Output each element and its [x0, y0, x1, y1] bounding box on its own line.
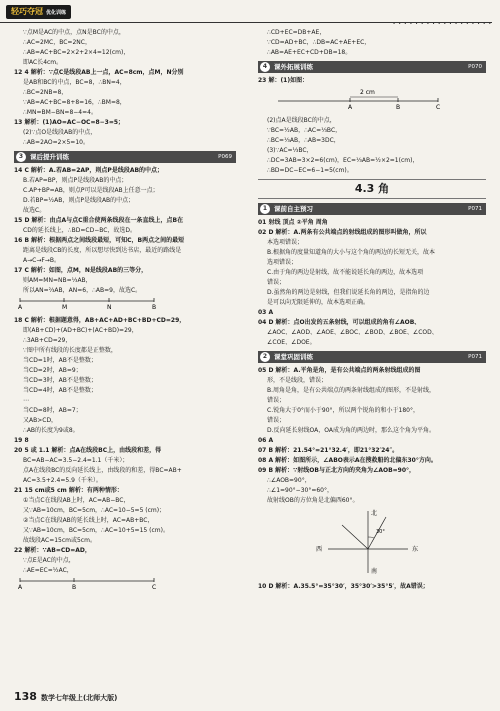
- text-line: 23 解：(1)如图：: [258, 77, 309, 84]
- east-label: 东: [412, 546, 419, 553]
- text-line: 本选项错误；: [267, 239, 304, 246]
- text-line: 故选C。: [23, 207, 46, 214]
- text-line: 当CD=1时，AB不是整数；: [23, 357, 97, 364]
- header-rule: [0, 22, 492, 23]
- text-line: 17 C 解析：如图，点M，N是线段AB的三等分，: [14, 267, 148, 274]
- left-top-answers: [14, 28, 236, 148]
- text-line: ②当点C在线段AB的延长线上时，AC=AB+BC，: [23, 517, 154, 524]
- text-line: B.周角是角，是有公共端点的两条射线组成的图形，不是射线，: [267, 387, 436, 394]
- text-line: ∵BC=½AB，∴AC=⅓BC，: [267, 127, 342, 134]
- section-banner-after-class: 3 课后提升训练 P069: [14, 151, 236, 163]
- text-line: C.由于角的两边是射线，故不能说延长角的两边，故本选项: [267, 269, 424, 276]
- text-line: 14 C 解析：A.若AB=2AP，则点P是线段AB的中点；: [14, 167, 164, 174]
- text-line: ∴CD+EC=DB+AE，: [267, 29, 326, 36]
- point-label: A: [18, 304, 23, 311]
- text-line: 01 射线 顶点 ②平角 周角: [258, 219, 328, 226]
- text-line: 03 A: [258, 309, 274, 316]
- text-line: C.锐角大于0°而小于90°，所以两个锐角的和小于180°，: [267, 407, 420, 414]
- text-line: 08 A 解析：如图所示，∠ABO表示A在搜救船的北偏东30°方向。: [258, 457, 437, 464]
- right-block-preview: [258, 218, 486, 348]
- book-title: 数学七年级上(北师大版): [40, 694, 118, 702]
- text-line: D.若BP=½AB，则点P是线段AB的中点；: [23, 197, 135, 204]
- text-line: 距离是线段CB的长度，所以想尽快到达书店，最近的路线是: [23, 247, 182, 254]
- text-line: 当CD=4时，AB不是整数；: [23, 387, 97, 394]
- text-line: 又∵AB=10cm，BC=5cm，∴AC=10−5=5 (cm)；: [23, 507, 166, 514]
- text-line: 07 B 解析：21.54°=21°32.4′，即21°32′24″。: [258, 447, 399, 454]
- question-23: [258, 76, 486, 86]
- text-line: 12 4 解析：∵点C是线段AB上一点，AC=8cm，点M，N分别: [14, 69, 184, 76]
- north-label: 北: [371, 510, 378, 517]
- text-line: ∴AB的长度为9或8。: [23, 427, 79, 434]
- section-banner-preview: 1 课前自主预习 P071: [258, 203, 486, 215]
- text-line: ∵图中所有线段的长度都是正整数，: [23, 347, 117, 354]
- text-line: 又∵AB=10cm，BC=5cm，∴AC=10+5=15 (cm)。: [23, 527, 169, 534]
- text-line: 20 5 或 1.1 解析：点A在线段BC上，由线段和差，得: [14, 447, 162, 454]
- text-line: ∴AB=2AO=2×5=10。: [23, 139, 89, 146]
- angle-label: 30°: [376, 529, 385, 535]
- text-line: ∵点E是AC的中点，: [23, 557, 75, 564]
- point-label: A: [348, 104, 353, 111]
- text-line: 21 15 cm或5 cm 解析：有两种情形：: [14, 487, 123, 494]
- section-banner-consolidate: 2 课堂巩固训练 P071: [258, 351, 486, 363]
- text-line: ∴AC=2MC，BC=2NC，: [23, 39, 91, 46]
- text-line: 则AM=MN=NB=⅓AB，: [23, 277, 92, 284]
- text-line: (2)∵点O是线段AB的中点，: [23, 129, 97, 136]
- header-dots: • • • • • • • • • • • • • • • • • •: [392, 21, 492, 26]
- text-line: D.反向延长射线OA，OA成为角的两边时，那么这个角为平角。: [267, 427, 435, 434]
- page-header: [0, 0, 500, 24]
- brand-logo: 轻巧夺冠 优化训练: [6, 5, 71, 19]
- south-label: 南: [371, 568, 378, 575]
- segment-figure-amnb: [14, 297, 164, 311]
- text-line: ⋯: [23, 397, 29, 404]
- text-line: ∴BD=DC−EC=6−1=5(cm)。: [267, 167, 353, 174]
- text-line: 06 A: [258, 437, 274, 444]
- text-line: B.若AP=BP，则点P是线段AB的中点；: [23, 177, 128, 184]
- right-block-consolidate: [258, 366, 486, 506]
- text-line: 即AC长4cm。: [23, 59, 63, 66]
- text-line: AC=3.5+2.4=5.9（千米）。: [23, 477, 102, 484]
- page-number: 138: [14, 690, 37, 703]
- text-line: ∴BC=2NB=8，: [23, 89, 68, 96]
- text-line: 故线段AC=15cm或5cm。: [23, 537, 96, 544]
- text-line: 错误；: [267, 417, 286, 424]
- text-line: 即(AB+CD)+(AD+BC)+(AC+BD)=29，: [23, 327, 138, 334]
- left-block-1: [14, 166, 236, 296]
- page-footer: [14, 690, 117, 704]
- text-line: ∴AE=EC=½AC，: [23, 567, 73, 574]
- text-line: ①当点C在线段AB上时，AC=AB−BC，: [23, 497, 130, 504]
- point-label: A: [18, 584, 23, 591]
- text-line: 错误；: [267, 397, 286, 404]
- text-line: 09 B 解析：∵射线OB与正北方向的夹角为∠AOB=90°，: [258, 467, 416, 474]
- text-line: 10 D 解析：A.35.5°=35°30′，35°30′>35°5′，故A错误；: [258, 583, 429, 590]
- text-line: 又AB>CD，: [23, 417, 58, 424]
- length-label: 2 cm: [360, 89, 375, 96]
- text-line: C.AP+BP=AB，则点P可以是线段AB上任意一点；: [23, 187, 159, 194]
- text-line: BC=AB−AC=3.5−2.4=1.1（千米）；: [23, 457, 129, 464]
- text-line: 18 C 解析：根据题意得，AB+AC+AD+BC+BD+CD=29，: [14, 317, 186, 324]
- text-line: 选项错误；: [267, 259, 298, 266]
- text-line: 是AB和BC的中点，BC=8，∴BN=4，: [23, 79, 126, 86]
- point-label: B: [152, 304, 157, 311]
- segment-figure-2cm: [258, 87, 458, 111]
- compass-figure: [258, 507, 458, 577]
- text-line: 当CD=3时，AB不是整数；: [23, 377, 97, 384]
- section-title: 4.3 角: [258, 179, 486, 199]
- text-line: 是可以向无限延伸的，故本选项正确。: [267, 299, 370, 306]
- right-block-tail: [258, 582, 486, 592]
- text-line: 所以AN=⅔AB，AN=6，∴AB=9，故选C。: [23, 287, 142, 294]
- text-line: 05 D 解析：A.平角是角，是有公共端点的两条射线组成的图: [258, 367, 421, 374]
- text-line: A→C→F→B。: [23, 257, 60, 264]
- text-line: D.虽然角的两边是射线，但我们说延长角的两边，是指角的边: [267, 289, 430, 296]
- right-top-answers: [258, 28, 486, 58]
- text-line: B.根据角的度量知道角的大小与这个角的两边的长短无关，故本: [267, 249, 436, 256]
- text-line: (3)∵AC=⅓BC，: [267, 147, 313, 154]
- text-line: ∴∠AOB=90°，: [267, 477, 311, 484]
- segment-figure-abc: [14, 577, 164, 591]
- left-column: [14, 28, 236, 596]
- west-label: 西: [316, 546, 323, 553]
- text-line: 点A在线段BC的反向延长线上，由线段的和差，得BC=AB+: [23, 467, 182, 474]
- text-line: 故射线OB的方位角是北偏西60°。: [267, 497, 359, 504]
- text-line: ∴MN=BM−BN=8−4=4。: [23, 109, 97, 116]
- point-label: C: [152, 584, 157, 591]
- point-label: C: [436, 104, 441, 111]
- text-line: 13 解析：(1)AO=AC−OC=8−3=5；: [14, 119, 125, 126]
- text-line: 16 B 解析：根据两点之间线段最短，可知C，B两点之间的最短: [14, 237, 185, 244]
- point-label: N: [107, 304, 112, 311]
- text-line: ∵CD=AD+BC，∴DB=AC+AE+EC，: [267, 39, 371, 46]
- text-line: 形，不是线段，错误；: [267, 377, 328, 384]
- text-line: 当CD=8时，AB=7；: [23, 407, 82, 414]
- text-line: ∵AB=AC+BC=8+8=16，∴BM=8，: [23, 99, 126, 106]
- text-line: 错误；: [267, 279, 286, 286]
- question-23-continued: [258, 116, 486, 176]
- text-line: ∵点M是AC的中点，点N是BC的中点，: [23, 29, 125, 36]
- text-line: ∠AOC、∠AOD、∠AOE、∠BOC、∠BOD、∠BOE、∠COD、: [267, 329, 438, 336]
- point-label: B: [72, 584, 77, 591]
- point-label: B: [396, 104, 401, 111]
- text-line: ∴BC=⅓AB，∴AB=3DC，: [267, 137, 340, 144]
- text-line: 19 8: [14, 437, 29, 444]
- left-block-2: [14, 316, 236, 576]
- text-line: ∴3AB+CD=29，: [23, 337, 72, 344]
- text-line: 当CD=2时，AB=9；: [23, 367, 82, 374]
- text-line: (2)点A是线段BC的中点，: [267, 117, 336, 124]
- section-banner-extension: 4 课外拓展训练 P070: [258, 61, 486, 73]
- text-line: ∴∠1=90°−30°=60°，: [267, 487, 334, 494]
- text-line: ∠COE、∠DOE。: [267, 339, 316, 346]
- right-column: [258, 28, 486, 592]
- text-line: 02 D 解析：A.两条有公共端点的射线组成的图形叫做角，所以: [258, 229, 427, 236]
- text-line: ∴AB=AE+EC+CD+DB=18。: [267, 49, 352, 56]
- text-line: CD的延长线上，∴BD=CD−BC，故选D。: [23, 227, 137, 234]
- text-line: 15 D 解析：由点A与点C重合使两条线段在一条直线上，点B在: [14, 217, 184, 224]
- text-line: ∴AB=AC+BC=2×2+2×4=12(cm)，: [23, 49, 130, 56]
- text-line: 04 D 解析：点O出发的五条射线，可以组成的角有∠AOB、: [258, 319, 421, 326]
- text-line: 22 解析：∵AB=CD=AD，: [14, 547, 91, 554]
- text-line: ∴DC=3AB=3×2=6(cm)，EC=⅓AB=½×2=1(cm)，: [267, 157, 419, 164]
- point-label: M: [62, 304, 68, 311]
